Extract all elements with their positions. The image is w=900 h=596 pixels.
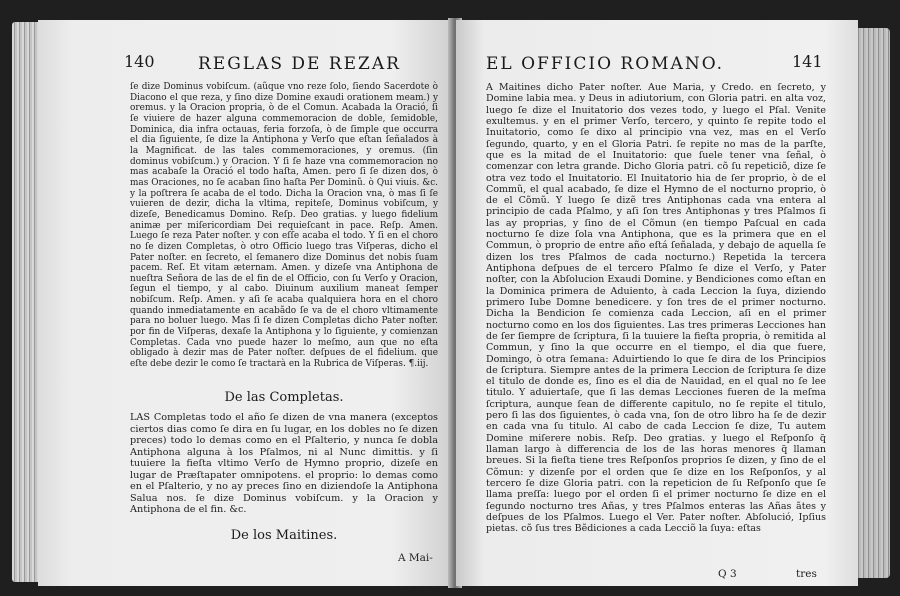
catchword-left: A Mai- bbox=[398, 552, 433, 564]
page-number-right: 141 bbox=[792, 52, 823, 71]
page-number-left: 140 bbox=[124, 52, 155, 71]
section-title-completas: De las Completas. bbox=[224, 390, 344, 405]
text-block-left-1: ſe dize Dominus vobiſcum. (aũque vno reze ſolo, ſiendo Sacerdote ò Diacono el que reza, y ſino dize Domine exaudi orationem meam.) y oremus. y la Oracion propria, ò de el Comun. Acabada la Oració, ſi ſe viuiere de hazer alguna commemoracion de doble, ſemidoble, Dominica, dia infra octauas, feria forzoſa, ò de ſimple que occurra el dia ſiguiente, ſe dize la Antiphona y Verſo que eſtan ſeñalados à la Magnificat. de las tales commemoraciones, y oremus. (ſin dominus vobiſcum.) y Oracion. Y ſi ſe haze vna commemoracion no mas acabaſe la Oració el todo haſta, Amen. pero ſi ſe dizen dos, ò mas Oraciones, no ſe acaban ſino haſta Per Dominũ. ò Qui viuis. &c. y la poſtrera ſe acaba de el todo. Dicha la Oracion vna, ò mas ſi ſe vuieren de dezir, dicha la vltima, repiteſe, Dominus vobiſcum, y dizeſe, Benedicamus Domino. Reſp. Deo gratias. y luego fidelium animæ per miſericordiam Dei requieſcant in pace. Reſp. Amen. Luego ſe reza Pater noſter. y con eſſe acaba el todo. Y ſi en el choro no ſe dizen Completas, ò otro Officio luego tras Viſperas, dicho el Pater noſter. en ſecreto, el ſemanero dize Dominus det nobis ſuam pacem. Reſ. Et vitam æternam. Amen. y dizeſe vna Antiphona de nueſtra Señora de las de el fin de el Officio, con ſu Verſo y Oracion, ſegun el tiempo, y al cabo. Diuinum auxilium maneat ſemper nobiſcum. Reſp. Amen. y aſi ſe acaba qualquiera hora en el choro quando inmediatamente en acabãdo ſe va de el choro vltimamente para no boluer luego. Mas ſi ſe dizen Completas dicho Pater noſter. por fin de Viſperas, dexaſe la Antiphona y lo ſiguiente, y comienzan Completas. Cada vno puede hazer lo meſmo, aun que no eſta obligado à dezir mas de Pater noſter. deſpues de el fidelium. que eſte debe dezir le como ſe tractarà en la Rubrica de Viſperas. ¶.iij. bbox=[130, 82, 438, 370]
running-head-left: REGLAS DE REZAR bbox=[198, 54, 401, 74]
text-block-right: A Maitines dicho Pater noſter. Aue Maria, y Credo. en ſecreto, y Domine labia mea. y Deus in adiutorium, con Gloria patri. en alta voz, luego ſe dize el Inuitatorio dos vezes todo, y luego el Pſal. Venite exultemus. y en el primer Verſo, tercero, y quinto ſe repite todo el Inuitatorio, como ſe dixo al principio vna vez, mas en el Verſo ſegundo, quarto, y en el Gloria Patri. ſe repite no mas de la parſte, que es la mitad de el Inuitatorio: que ſuele tener vna ſeñal, ò comenzar con letra grande. Dicho Gloria patri. cõ ſu repeticiõ, dize ſe otra vez todo el Inuitatorio. El Inuitatorio hia de ſer proprio, ò de el Commũ, el qual acabado, ſe dize el Hymno de el nocturno proprio, ò de el Cõmũ. Y luego ſe dizẽ tres Antiphonas cada vna entera al principio de cada Pſalmo, y aſi ſon tres Antiphonas y tres Pſalmos ſi las ay proprias, y ſino de el Cõmun (en tiempo Paſcual en cada nocturno ſe dize ſola vna Antiphona, que es la primera que en el Commun, ò proprio de entre año eſtá ſeñalada, y debajo de aquella ſe dizen los tres Pſalmos de cada nocturno.) Repetida la tercera Antiphona deſpues de el tercero Pſalmo ſe dize el Verſo, y Pater noſter, con la Abſolucion Exaudi Domine. y Bendiciones como eſtan en la Dominica primera de Aduiento, à cada Leccion la ſuya, diziendo primero Iube Domne benedicere. y ſon tres de el primer nocturno. Dicha la Bendicion ſe comienza cada Leccion, aſi en el primer nocturno como en los dos ſiguientes. Las tres primeras Lecciones han de ſer ſiempre de ſcriptura, ſi la tuuiere la fieſta propria, ò remitida al Commun, y ſino la que occurre en el tiempo, el dia que fuere, Domingo, ò otra ſemana: Aduirtiendo lo que ſe dira de los Principios de ſcriptura. Siempre antes de la primera Leccion de ſcriptura ſe dize el titulo de donde es, ſino es el dia de Nauidad, en el qual no ſe lee titulo. Y aduiertaſe, que ſi las demas Lecciones fueren de la meſma ſcriptura, aunque ſean de differente capitulo, no ſe repite el titulo, pero ſi las dos ſiguientes, ò cada vna, ſon de otro libro ha ſe de dezir en cada vna ſu titulo. Al cabo de cada Leccion ſe dize, Tu autem Domine miſerere nobis. Reſp. Deo gratias. y luego el Reſponſo q̃ llaman largo à differencia de los de las horas menores q̃ llaman breues. Si la fieſta tiene tres Reſponſos proprios ſe dizen, y ſino de el Cõmun: y dizenſe por el orden que ſe dize en los Reſponſos, y al tercero ſe dize Gloria patri. con la repeticion de ſu Reſponſo que ſe llama preſſa: luego por el orden ſi el primer nocturno ſe dize en el ſegundo nocturno tres Añas, y tres Pſalmos enteras las Añas ãtes y deſpues de los Pſalmos. Luego el Ver. Pater noſter. Abſolució, Ipſius pietas. cõ ſus tres Bẽdiciones a cada Lecciõ la ſuya: eſtas bbox=[486, 82, 826, 535]
signature-mark: Q 3 bbox=[718, 568, 737, 580]
page-edges-right bbox=[856, 28, 890, 578]
left-page bbox=[38, 20, 454, 586]
section-title-maitines: De los Maitines. bbox=[230, 528, 338, 543]
catchword-right: tres bbox=[796, 568, 817, 580]
right-page bbox=[456, 20, 858, 586]
running-head-right: EL OFFICIO ROMANO. bbox=[486, 54, 725, 74]
text-block-left-2: LAS Completas todo el año ſe dizen de vna manera (exceptos ciertos dias como ſe dira en ſu lugar, en los dobles no ſe dizen preces) todo lo demas como en el Pſalterio, y nunca ſe dobla Antiphona alguna à los Pſalmos, ni al Nunc dimittis. y ſi tuuiere la fieſta vltimo Verſo de Hymno proprio, dizeſe en lugar de Præſtapater omnipotens. el proprio: lo demas como en el Pſalterio, y no ay preces ſino en diziendoſe la Antiphona Salua nos. ſe dize Dominus vobiſcum. y la Oracion y Antiphona de el fin. &c. bbox=[130, 412, 438, 516]
open-book bbox=[10, 8, 890, 590]
